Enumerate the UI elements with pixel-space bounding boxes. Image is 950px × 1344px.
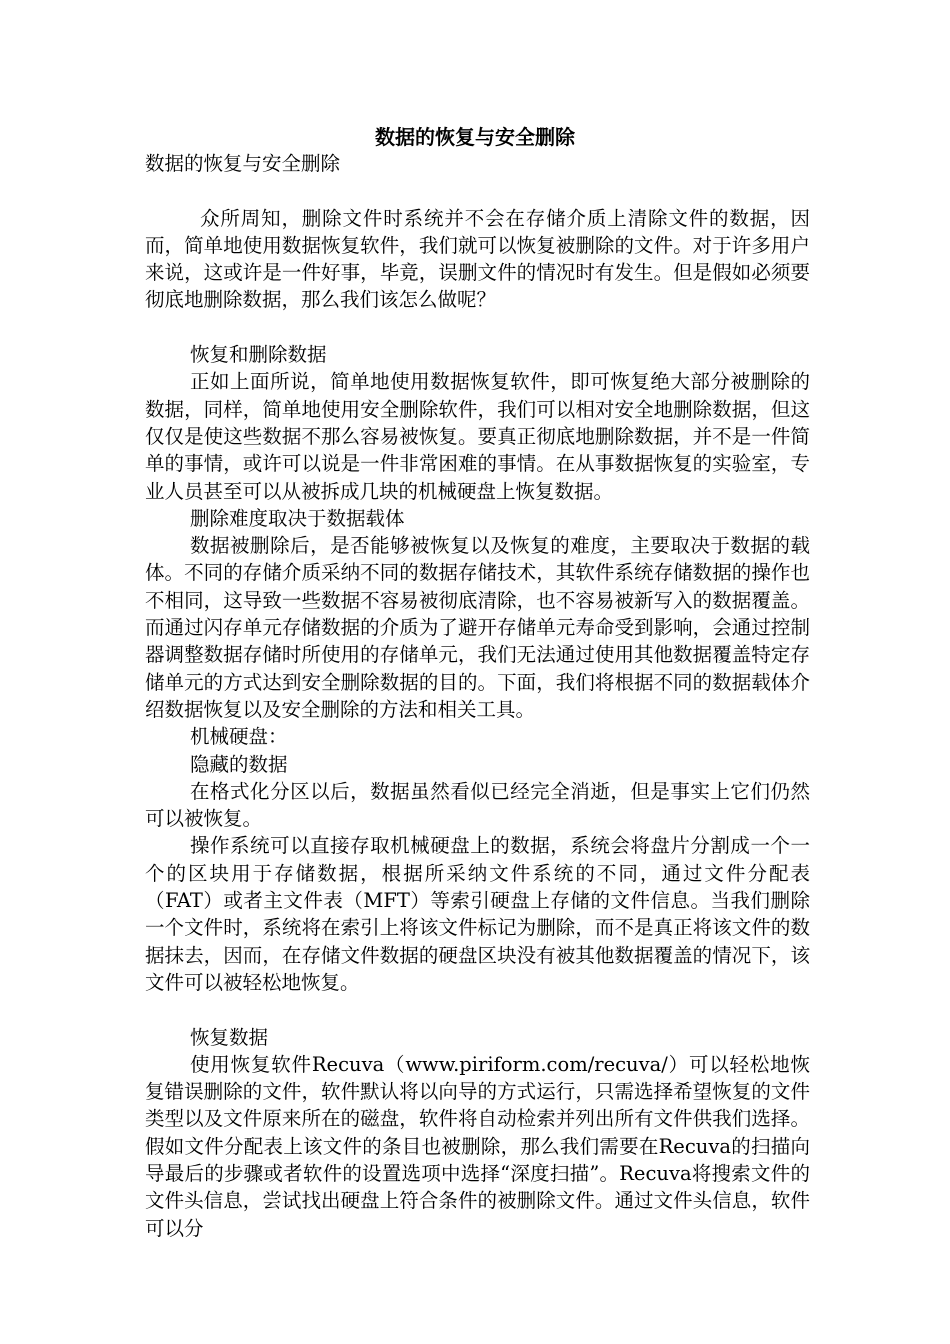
paragraph-format: 在格式化分区以后，数据虽然看似已经完全消逝，但是事实上它们仍然可以被恢复。	[145, 779, 810, 831]
paragraph-os-storage: 操作系统可以直接存取机械硬盘上的数据，系统会将盘片分割成一个一个的区块用于存储数据，根据所采纳文件系统的不同，通过文件分配表（FAT）或者主文件表（MFT）等索引硬盘上存储的文件信息。当我们删除一个文件时，系统将在索引上将该文件标记为删除，而不是真正将该文件的数据抹去，因而，在存储文件数据的硬盘区块没有被其他数据覆盖的情况下，该文件可以被轻松地恢复。	[145, 834, 810, 994]
section-heading-difficulty: 删除难度取决于数据载体	[190, 506, 405, 530]
section-heading-hidden-data: 隐藏的数据	[190, 752, 288, 776]
subtitle-line: 数据的恢复与安全删除	[145, 152, 341, 175]
section-heading-recover-delete: 恢复和删除数据	[190, 343, 327, 367]
section-heading-hdd: 机械硬盘：	[190, 725, 288, 749]
intro-paragraph: 众所周知，删除文件时系统并不会在存储介质上清除文件的数据，因而，简单地使用数据恢复软件，我们就可以恢复被删除的文件。对于许多用户来说，这或许是一件好事，毕竟，误删文件的情况时有发生。但是假如必须要彻底地删除数据，那么我们该怎么做呢？	[145, 206, 810, 312]
blank-line	[145, 996, 810, 1023]
section-heading-recover-data: 恢复数据	[190, 1025, 269, 1049]
paragraph-recover-delete: 正如上面所说，简单地使用数据恢复软件，即可恢复绝大部分被删除的数据，同样，简单地使用安全删除软件，我们可以相对安全地删除数据，但这仅仅是使这些数据不那么容易被恢复。要真正彻底地删除数据，并不是一件简单的事情，或许可以说是一件非常困难的事情。在从事数据恢复的实验室，专业人员甚至可以从被拆成几块的机械硬盘上恢复数据。	[145, 370, 810, 503]
blank-line	[145, 314, 810, 341]
paragraph-difficulty: 数据被删除后，是否能够被恢复以及恢复的难度，主要取决于数据的载体。不同的存储介质采纳不同的数据存储技术，其软件系统存储数据的操作也不相同，这导致一些数据不容易被彻底清除，也不容易被新写入的数据覆盖。而通过闪存单元存储数据的介质为了避开存储单元寿命受到影响，会通过控制器调整数据存储时所使用的存储单元，我们无法通过使用其他数据覆盖特定存储单元的方式达到安全删除数据的目的。下面，我们将根据不同的数据载体介绍数据恢复以及安全删除的方法和相关工具。	[145, 534, 810, 721]
document-body	[145, 150, 810, 1242]
blank-line	[145, 177, 810, 204]
document-title: 数据的恢复与安全删除	[375, 125, 575, 149]
paragraph-recuva: 使用恢复软件Recuva（www.piriform.com/recuva/）可以轻松地恢复错误删除的文件，软件默认将以向导的方式运行，只需选择希望恢复的文件类型以及文件原来所在的磁盘，软件将自动检索并列出所有文件供我们选择。假如文件分配表上该文件的条目也被删除，那么我们需要在Recuva的扫描向导最后的步骤或者软件的设置选项中选择“深度扫描”。Recuva将搜索文件的文件头信息，尝试找出硬盘上符合条件的被删除文件。通过文件头信息，软件可以分	[145, 1052, 810, 1240]
